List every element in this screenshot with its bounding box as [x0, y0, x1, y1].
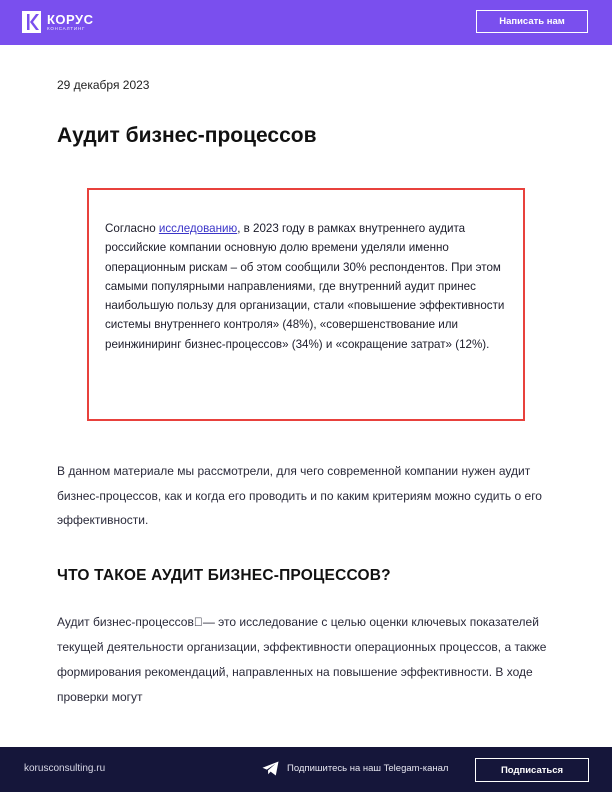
subscribe-button[interactable]: Подписаться — [475, 758, 589, 782]
write-us-button[interactable]: Написать нам — [476, 10, 588, 33]
quote-text-after: , в 2023 году в рамках внутреннего аудита российские компании основную долю времени уделяли именно операционным рискам – об этом сообщили 30% респондентов. При этом самыми популярными направлениями, где внутренний аудит принес наибольшую пользу для организации, стали «повышение эффективности системы внутреннего контроля» (48%), «совершенствование или реинжиниринг бизнес-процессов» (34%) и «сокращение затрат» (12%). — [105, 222, 505, 351]
article-date: 29 декабря 2023 — [57, 78, 150, 92]
intro-paragraph: В данном материале мы рассмотрели, для чего современной компании нужен аудит бизнес-процессов, как и когда его проводить и по каким критериям можно судить о его эффективности. — [57, 464, 542, 527]
korus-logo[interactable] — [22, 11, 94, 33]
page-title: Аудит бизнес-процессов — [57, 124, 317, 147]
logo-subtitle: КОНСАЛТИНГ — [47, 25, 86, 31]
bottom-bar — [0, 747, 612, 792]
telegram-icon — [262, 761, 279, 776]
research-link[interactable]: исследованию — [158, 222, 238, 235]
logo-word: КОРУС — [47, 11, 94, 27]
korus-logo-icon — [22, 11, 41, 33]
top-header — [0, 0, 612, 45]
section-paragraph: Аудит бизнес-процессов⃞— это исследование с целью оценки ключевых показателей текущей деятельности организации, эффективности операционных процессов, а также формирования рекомендаций, направленных на повышение эффективности. В ходе проверки могут — [57, 615, 547, 704]
quote-text — [105, 219, 505, 354]
logo-text — [47, 13, 94, 32]
telegram-text: Подпишитесь на наш Telegam-канал — [287, 763, 449, 774]
site-link[interactable]: korusconsulting.ru — [24, 763, 106, 774]
quote-text-before: Согласно — [105, 222, 159, 235]
telegram-cta[interactable] — [262, 761, 448, 776]
section-heading: ЧТО ТАКОЕ АУДИТ БИЗНЕС-ПРОЦЕССОВ? — [57, 567, 391, 584]
